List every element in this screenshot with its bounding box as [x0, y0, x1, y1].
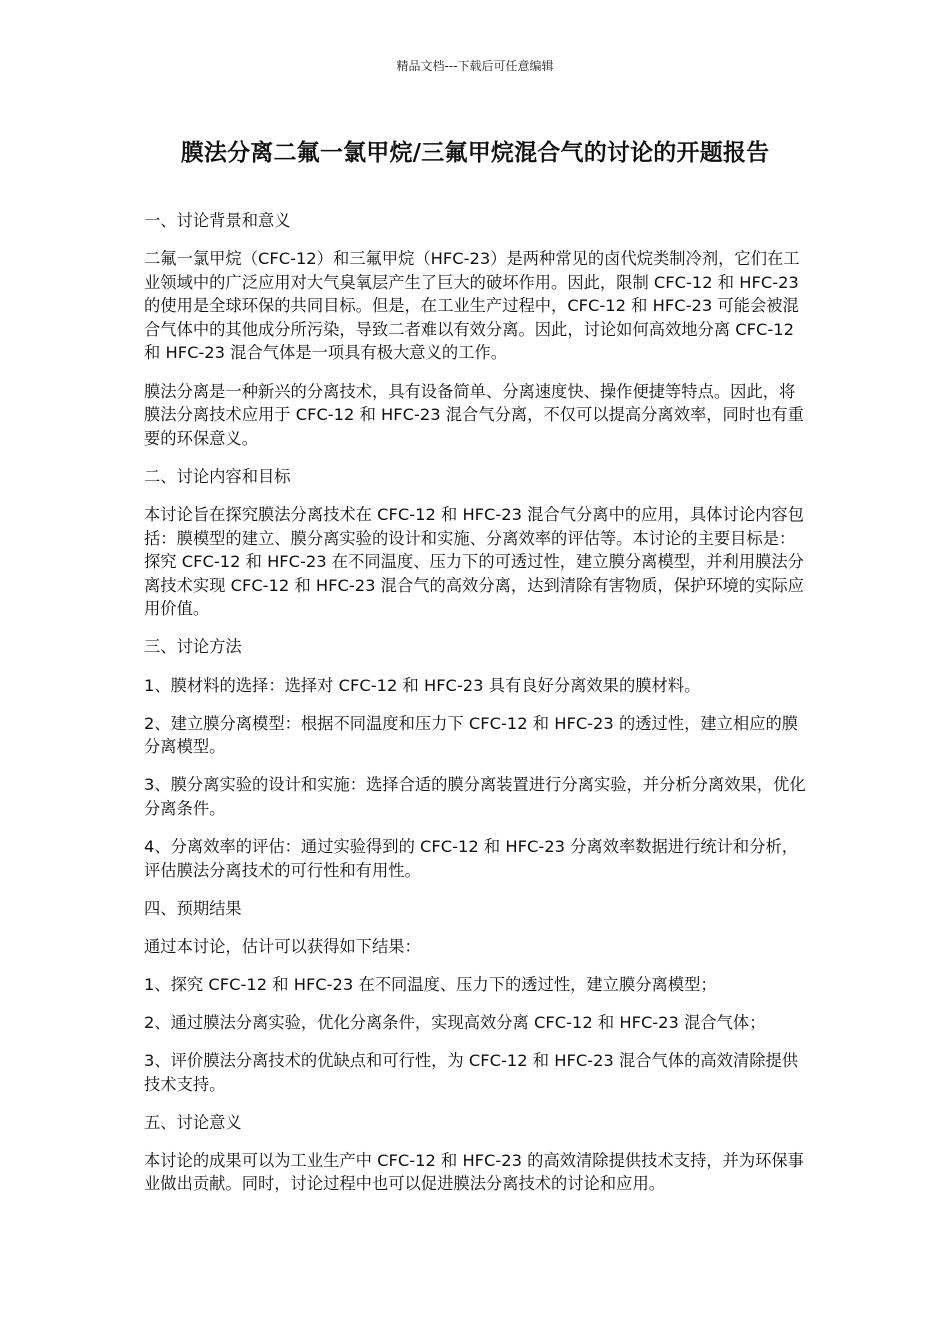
list-item: 2、建立膜分离模型：根据不同温度和压力下 CFC-12 和 HFC-23 的透过性，建立相应的膜分离模型。 — [144, 713, 799, 757]
list-item: 3、膜分离实验的设计和实施：选择合适的膜分离装置进行分离实验，并分析分离效果，优化分离条件。 — [144, 775, 806, 818]
list-item: 1、探究 CFC-12 和 HFC-23 在不同温度、压力下的透过性，建立膜分离模型； — [144, 974, 717, 994]
section-content-goals — [144, 465, 810, 621]
list-item: 1、膜材料的选择：选择对 CFC-12 和 HFC-23 具有良好分离效果的膜材料。 — [144, 675, 701, 695]
document-title: 膜法分离二氟一氯甲烷/三氟甲烷混合气的讨论的开题报告 — [180, 140, 770, 166]
section-significance — [144, 1111, 810, 1196]
section-heading: 二、讨论内容和目标 — [144, 466, 291, 486]
paragraph: 膜法分离是一种新兴的分离技术，具有设备简单、分离速度快、操作便捷等特点。因此，将膜法分离技术应用于 CFC-12 和 HFC-23 混合气分离，不仅可以提高分离效率，同时也有重要的环保意义。 — [144, 381, 804, 448]
section-expected-results — [144, 897, 810, 1097]
paragraph: 通过本讨论，估计可以获得如下结果： — [144, 936, 421, 956]
document-body — [144, 209, 810, 1211]
paragraph: 二氟一氯甲烷（CFC-12）和三氟甲烷（HFC-23）是两种常见的卤代烷类制冷剂，它们在工业领域中的广泛应用对大气臭氧层产生了巨大的破坏作用。因此，限制 CFC-12 和 HFC-23 的使用是全球环保的共同目标。但是，在工业生产过程中，CFC-12 和 HFC-23 可能会被混合气体中的其他成分所污染，导致二者难以有效分离。因此，讨论如何高效地分离 CFC-12 和 HFC-23 混合气体是一项具有极大意义的工作。 — [144, 249, 800, 363]
list-item: 3、评价膜法分离技术的优缺点和可行性，为 CFC-12 和 HFC-23 混合气体的高效清除提供技术支持。 — [144, 1051, 799, 1094]
section-methods — [144, 635, 810, 882]
section-background — [144, 209, 810, 450]
section-heading: 五、讨论意义 — [144, 1112, 242, 1132]
list-item: 2、通过膜法分离实验，优化分离条件，实现高效分离 CFC-12 和 HFC-23 混合气体； — [144, 1012, 766, 1032]
section-heading: 四、预期结果 — [144, 898, 242, 918]
section-heading: 三、讨论方法 — [144, 637, 242, 657]
paragraph: 本讨论的成果可以为工业生产中 CFC-12 和 HFC-23 的高效清除提供技术支持，并为环保事业做出贡献。同时，讨论过程中也可以促进膜法分离技术的讨论和应用。 — [144, 1150, 804, 1194]
page-header-note: 精品文档---下载后可任意编辑 — [396, 59, 554, 73]
section-heading: 一、讨论背景和意义 — [144, 211, 291, 230]
paragraph: 本讨论旨在探究膜法分离技术在 CFC-12 和 HFC-23 混合气分离中的应用，具体讨论内容包括：膜模型的建立、膜分离实验的设计和实施、分离效率的评估等。本讨论的主要目标是：探究 CFC-12 和 HFC-23 在不同温度、压力下的可透过性，建立膜分离模型，并利用膜法分离技术实现 CFC-12 和 HFC-23 混合气的高效分离，达到清除有害物质，保护环境的实际应用价值。 — [144, 504, 804, 619]
list-item: 4、分离效率的评估：通过实验得到的 CFC-12 和 HFC-23 分离效率数据进行统计和分析，评估膜法分离技术的可行性和有用性。 — [144, 836, 799, 880]
